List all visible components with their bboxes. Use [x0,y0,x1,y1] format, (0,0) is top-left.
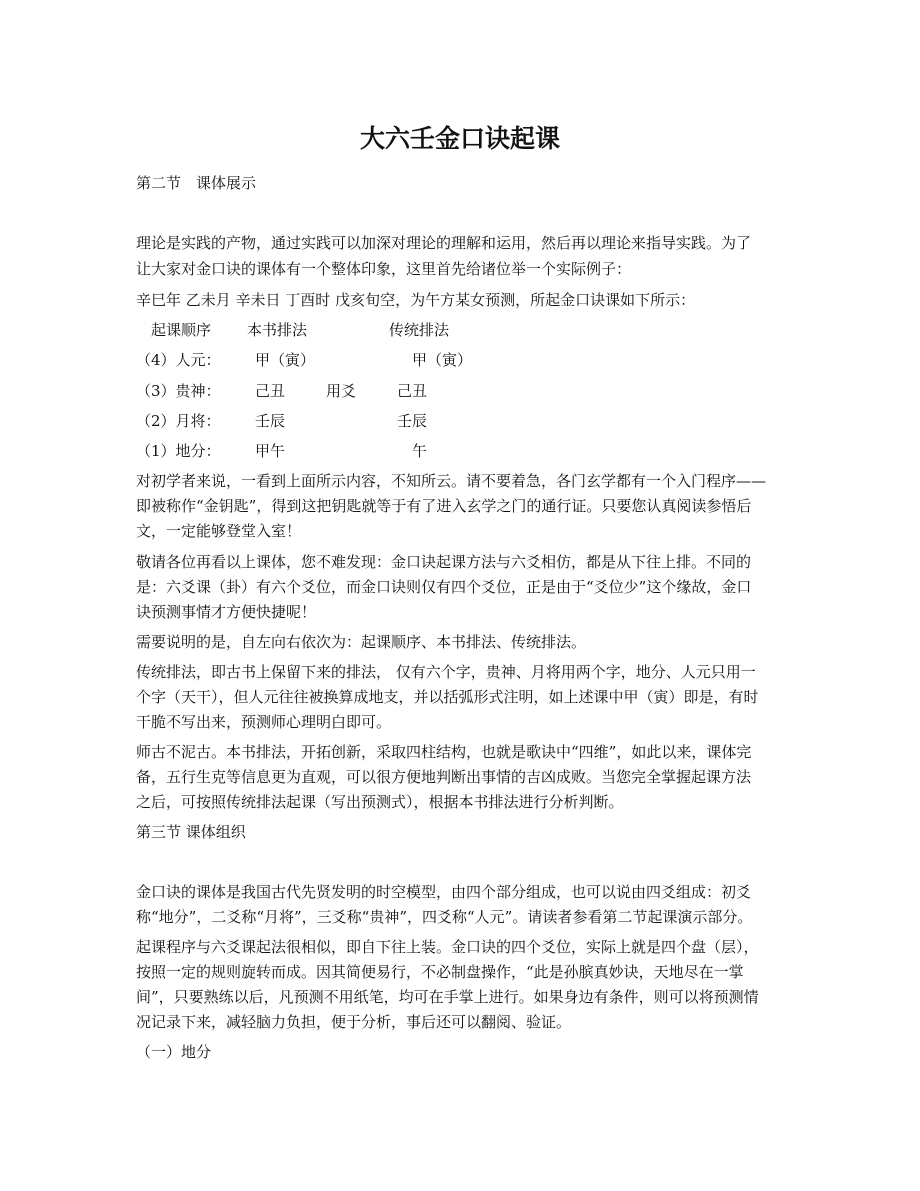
body-line-2: 称“地分”，二爻称“月将”，三爻称“贵神”，四爻称“人元”。请读者参看第二节起课演示部分。 [136,908,753,926]
traditional-line-2: 个字（天干），但人元往往被换算成地支，并以括弧形式注明，如上述课中甲（寅）即是，有时 [136,688,759,706]
row-traditional-value: 壬辰 [397,412,428,430]
traditional-line-3: 干脆不写出来，预测师心理明白即可。 [136,713,392,731]
section-heading-2: 第二节 课体展示 [136,174,257,192]
page-title: 大六壬金口诀起课 [359,124,560,153]
row-traditional-value: 己丑 [397,382,428,400]
row-book-value: 壬辰 [255,412,286,430]
beginner-line-3: 文，一定能够登堂入室！ [136,522,302,540]
header-traditional: 传统排法 [389,321,450,339]
row-traditional-value: 甲（寅） [412,351,473,369]
row-book-value: 甲午 [255,442,286,460]
example-line: 辛巳年 乙未月 辛未日 丁酉时 戊亥旬空，为午方某女预测，所起金口诀课如下所示： [136,291,696,309]
book-line-3: 之后，可按照传统排法起课（写出预测式），根据本书排法进行分析判断。 [136,793,624,811]
traditional-line-1: 传统排法，即古书上保留下来的排法， 仅有六个字，贵神、月将用两个字，地分、人元只用一 [136,663,756,681]
procedure-line-1: 起课程序与六爻课起法很相似，即自下往上装。金口诀的四个爻位，实际上就是四个盘（层）， [136,938,759,956]
procedure-line-4: 况记录下来，减轻脑力负担，便于分析，事后还可以翻阅、验证。 [136,1013,572,1031]
compare-line-2: 是：六爻课（卦）有六个爻位，而金口诀则仅有四个爻位，正是由于“爻位少”这个缘故，金口 [136,578,752,596]
beginner-line-2: 即被称作“金钥匙”，得到这把钥匙就等于有了进入玄学之门的通行证。只要您认真阅读参悟后 [136,497,752,515]
row-label: （4）人元： [136,351,221,369]
body-line-1: 金口诀的课体是我国古代先贤发明的时空模型，由四个部分组成，也可以说由四爻组成：初爻 [136,883,752,901]
row-book-value: 甲（寅） [255,351,316,369]
header-book: 本书排法 [247,321,308,339]
intro-line-2: 让大家对金口诀的课体有一个整体印象，这里首先给诸位举一个实际例子： [136,260,632,278]
row-label: （2）月将： [136,412,221,430]
intro-line-1: 理论是实践的产物，通过实践可以加深对理论的理解和运用，然后再以理论来指导实践。为了 [136,234,752,252]
procedure-line-3: 间”，只要熟练以后，凡预测不用纸笔，均可在手掌上进行。如果身边有条件，则可以将预测情 [136,988,759,1006]
order-line: 需要说明的是，自左向右依次为：起课顺序、本书排法、传统排法。 [136,633,587,651]
book-line-2: 备，五行生克等信息更为直观，可以很方便地判断出事情的吉凶成败。当您完全掌握起课方法 [136,768,752,786]
row-book-value: 己丑 [255,382,286,400]
book-line-1: 师古不泥古。本书排法，开拓创新，采取四柱结构，也就是歌诀中“四维”，如此以来，课体完 [136,743,752,761]
compare-line-3: 诀预测事情才方便快捷呢！ [136,603,317,621]
header-order: 起课顺序 [151,321,212,339]
compare-line-1: 敬请各位再看以上课体，您不难发现：金口诀起课方法与六爻相仿，都是从下往上排。不同的 [136,553,752,571]
procedure-line-2: 按照一定的规则旋转而成。因其简便易行，不必制盘操作，“此是孙膑真妙诀，天地尽在一掌 [136,963,744,981]
row-label: （1）地分： [136,442,221,460]
beginner-line-1: 对初学者来说，一看到上面所示内容，不知所云。请不要着急，各门玄学都有一个入门程序—— [136,472,767,490]
row-label: （3）贵神： [136,382,221,400]
subheading: （一）地分 [136,1043,212,1061]
section-heading-3: 第三节 课体组织 [136,823,246,841]
row-use-yao: 用爻 [326,382,357,400]
row-traditional-value: 午 [412,442,428,460]
